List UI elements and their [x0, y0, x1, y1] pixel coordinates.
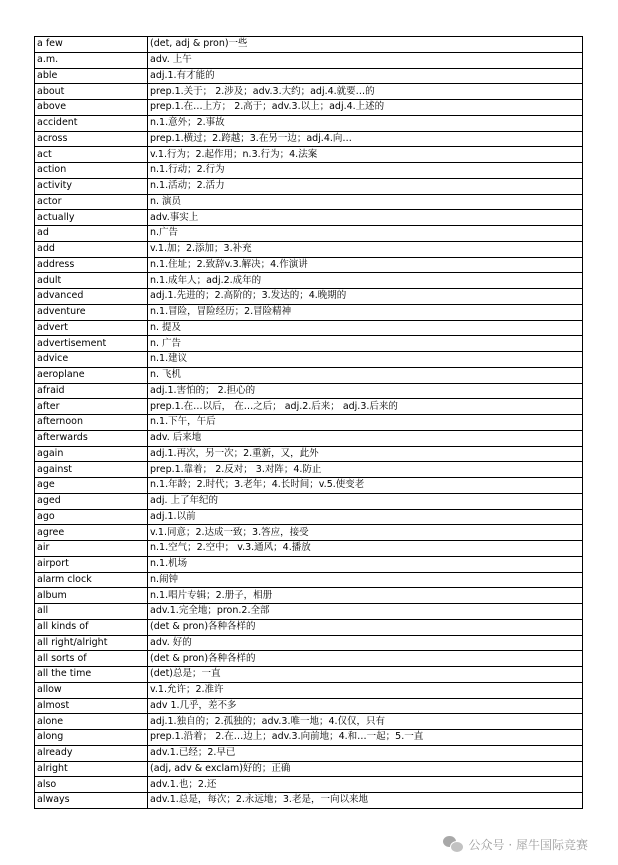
table-row	[35, 446, 583, 462]
definition-cell: prep.1.靠着； 2.反对； 3.对阵；4.防止	[148, 462, 583, 478]
word-cell: age	[35, 478, 148, 494]
word-cell: advert	[35, 320, 148, 336]
word-cell: adult	[35, 273, 148, 289]
table-row	[35, 289, 583, 305]
definition-cell: prep.1.在…以后， 在…之后； adj.2.后来； adj.3.后来的	[148, 399, 583, 415]
word-cell: all right/alright	[35, 635, 148, 651]
word-cell: again	[35, 446, 148, 462]
table-row	[35, 226, 583, 242]
definition-cell: n.1.住址；2.致辞v.3.解决；4.作演讲	[148, 257, 583, 273]
table-row	[35, 777, 583, 793]
table-row	[35, 37, 583, 53]
word-cell: all kinds of	[35, 619, 148, 635]
table-row	[35, 714, 583, 730]
definition-cell: adj.1.害怕的； 2.担心的	[148, 383, 583, 399]
word-cell: ad	[35, 226, 148, 242]
definition-cell: adv. 好的	[148, 635, 583, 651]
word-cell: all	[35, 604, 148, 620]
table-row	[35, 651, 583, 667]
definition-cell: (adj, adv & exclam)好的；正确	[148, 761, 583, 777]
word-cell: along	[35, 730, 148, 746]
definition-cell: adv.事实上	[148, 210, 583, 226]
definition-cell: adv.1.已经；2.早已	[148, 745, 583, 761]
word-cell: advice	[35, 352, 148, 368]
vocabulary-table-body	[35, 37, 583, 809]
definition-cell: (det, adj & pron)一些	[148, 37, 583, 53]
word-cell: afraid	[35, 383, 148, 399]
table-row	[35, 304, 583, 320]
table-row	[35, 273, 583, 289]
word-cell: against	[35, 462, 148, 478]
word-cell: afterwards	[35, 430, 148, 446]
definition-cell: v.1.允许；2.准许	[148, 682, 583, 698]
table-row	[35, 163, 583, 179]
word-cell: activity	[35, 178, 148, 194]
table-row	[35, 745, 583, 761]
definition-cell: (det & pron)各种各样的	[148, 619, 583, 635]
word-cell: adventure	[35, 304, 148, 320]
word-cell: airport	[35, 556, 148, 572]
definition-cell: adj.1.独自的；2.孤独的；adv.3.唯一地；4.仅仅，只有	[148, 714, 583, 730]
table-row	[35, 210, 583, 226]
table-row	[35, 588, 583, 604]
word-cell: accident	[35, 115, 148, 131]
word-cell: afternoon	[35, 415, 148, 431]
definition-cell: (det & pron)各种各样的	[148, 651, 583, 667]
definition-cell: n.1.成年人；adj.2.成年的	[148, 273, 583, 289]
word-cell: act	[35, 147, 148, 163]
definition-cell: v.1.同意；2.达成一致；3.答应，接受	[148, 525, 583, 541]
table-row	[35, 698, 583, 714]
table-row	[35, 556, 583, 572]
word-cell: alarm clock	[35, 572, 148, 588]
word-cell: album	[35, 588, 148, 604]
table-row	[35, 178, 583, 194]
word-cell: above	[35, 100, 148, 116]
definition-cell: n.1.活动；2.活力	[148, 178, 583, 194]
word-cell: add	[35, 241, 148, 257]
table-row	[35, 509, 583, 525]
word-cell: actually	[35, 210, 148, 226]
definition-cell: v.1.行为；2.起作用；n.3.行为；4.法案	[148, 147, 583, 163]
definition-cell: adj. 上了年纪的	[148, 493, 583, 509]
definition-cell: adv.1.总是，每次；2.永远地；3.老是，一向以来地	[148, 793, 583, 809]
table-row	[35, 399, 583, 415]
definition-cell: adv. 后来地	[148, 430, 583, 446]
word-cell: alright	[35, 761, 148, 777]
definition-cell: n.闹钟	[148, 572, 583, 588]
table-row	[35, 100, 583, 116]
definition-cell: adv.1.完全地；pron.2.全部	[148, 604, 583, 620]
word-cell: after	[35, 399, 148, 415]
table-row	[35, 320, 583, 336]
table-row	[35, 52, 583, 68]
table-row	[35, 635, 583, 651]
word-cell: aged	[35, 493, 148, 509]
table-row	[35, 493, 583, 509]
definition-cell: n.广告	[148, 226, 583, 242]
table-row	[35, 352, 583, 368]
table-row	[35, 115, 583, 131]
word-cell: also	[35, 777, 148, 793]
definition-cell: n.1.意外；2.事故	[148, 115, 583, 131]
definition-cell: n.1.空气；2.空中； v.3.通风；4.播放	[148, 541, 583, 557]
definition-cell: n.1.年龄；2.时代；3.老年；4.长时间；v.5.使变老	[148, 478, 583, 494]
word-cell: across	[35, 131, 148, 147]
table-row	[35, 682, 583, 698]
table-row	[35, 478, 583, 494]
table-row	[35, 541, 583, 557]
table-row	[35, 383, 583, 399]
definition-cell: n. 飞机	[148, 367, 583, 383]
table-row	[35, 131, 583, 147]
word-cell: address	[35, 257, 148, 273]
table-row	[35, 525, 583, 541]
definition-cell: adj.1.再次，另一次；2.重新，又，此外	[148, 446, 583, 462]
definition-cell: prep.1.在…上方； 2.高于；adv.3.以上；adj.4.上述的	[148, 100, 583, 116]
definition-cell: n.1.下午，午后	[148, 415, 583, 431]
word-cell: already	[35, 745, 148, 761]
table-row	[35, 147, 583, 163]
table-row	[35, 430, 583, 446]
table-row	[35, 257, 583, 273]
vocabulary-table	[34, 36, 583, 809]
definition-cell: n. 广告	[148, 336, 583, 352]
watermark	[443, 833, 588, 855]
word-cell: action	[35, 163, 148, 179]
word-cell: always	[35, 793, 148, 809]
table-row	[35, 367, 583, 383]
definition-cell: n.1.建议	[148, 352, 583, 368]
table-row	[35, 241, 583, 257]
wechat-icon	[443, 835, 463, 853]
word-cell: agree	[35, 525, 148, 541]
word-cell: aeroplane	[35, 367, 148, 383]
table-row	[35, 572, 583, 588]
word-cell: a.m.	[35, 52, 148, 68]
definition-cell: n.1.行动；2.行为	[148, 163, 583, 179]
definition-cell: n.1.冒险，冒险经历；2.冒险精神	[148, 304, 583, 320]
definition-cell: prep.1.关于； 2.涉及；adv.3.大约；adj.4.就要…的	[148, 84, 583, 100]
table-row	[35, 462, 583, 478]
word-cell: alone	[35, 714, 148, 730]
word-cell: advertisement	[35, 336, 148, 352]
word-cell: all the time	[35, 667, 148, 683]
definition-cell: n. 提及	[148, 320, 583, 336]
definition-cell: prep.1.沿着； 2.在…边上；adv.3.向前地；4.和…一起；5.一直	[148, 730, 583, 746]
definition-cell: adj.1.先进的；2.高阶的；3.发达的；4.晚期的	[148, 289, 583, 305]
table-row	[35, 730, 583, 746]
word-cell: a few	[35, 37, 148, 53]
definition-cell: adj.1.有才能的	[148, 68, 583, 84]
definition-cell: prep.1.横过；2.跨越；3.在另一边；adj.4.向…	[148, 131, 583, 147]
definition-cell: adv 1.几乎，差不多	[148, 698, 583, 714]
table-row	[35, 793, 583, 809]
word-cell: allow	[35, 682, 148, 698]
word-cell: about	[35, 84, 148, 100]
definition-cell: n. 演员	[148, 194, 583, 210]
definition-cell: adv.1.也；2.还	[148, 777, 583, 793]
table-row	[35, 604, 583, 620]
word-cell: almost	[35, 698, 148, 714]
table-row	[35, 619, 583, 635]
word-cell: air	[35, 541, 148, 557]
word-cell: able	[35, 68, 148, 84]
table-row	[35, 68, 583, 84]
definition-cell: (det)总是；一直	[148, 667, 583, 683]
definition-cell: adj.1.以前	[148, 509, 583, 525]
word-cell: actor	[35, 194, 148, 210]
definition-cell: n.1.机场	[148, 556, 583, 572]
definition-cell: n.1.唱片专辑；2.册子，相册	[148, 588, 583, 604]
definition-cell: v.1.加；2.添加；3.补充	[148, 241, 583, 257]
definition-cell: adv. 上午	[148, 52, 583, 68]
table-row	[35, 761, 583, 777]
table-row	[35, 194, 583, 210]
table-row	[35, 415, 583, 431]
table-row	[35, 84, 583, 100]
watermark-text: 公众号 · 犀牛国际竞赛	[468, 837, 588, 852]
table-row	[35, 336, 583, 352]
table-row	[35, 667, 583, 683]
word-cell: ago	[35, 509, 148, 525]
word-cell: advanced	[35, 289, 148, 305]
word-cell: all sorts of	[35, 651, 148, 667]
